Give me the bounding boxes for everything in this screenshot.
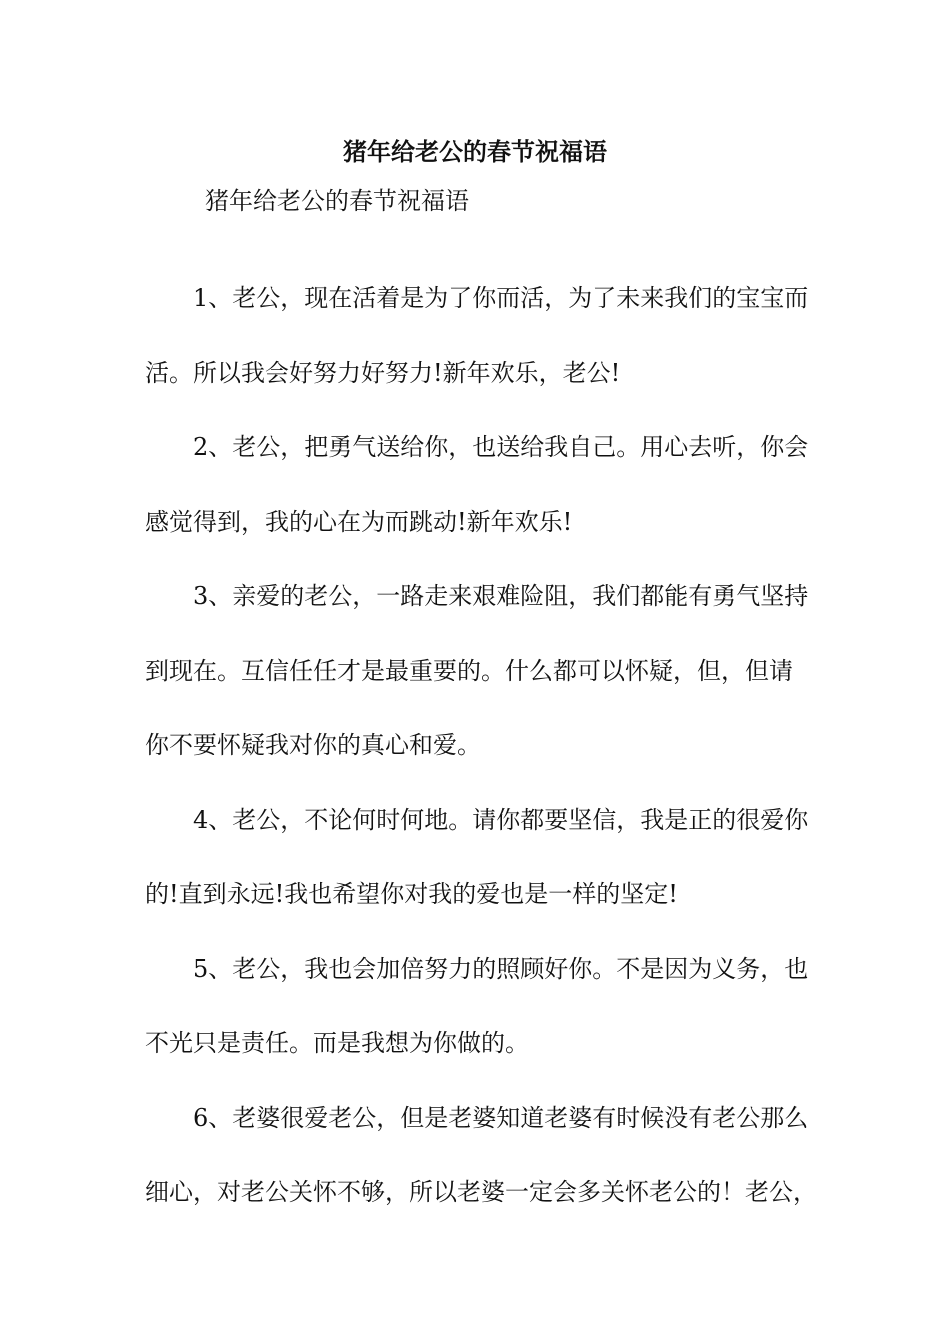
text-line: 活。所以我会好努力好努力!新年欢乐，老公! <box>145 358 621 387</box>
text-line: 6、老婆很爱老公，但是老婆知道老婆有时候没有老公那么 <box>193 1103 809 1132</box>
text-lines <box>145 261 820 1230</box>
text-line: 3、亲爱的老公，一路走来艰难险阻，我们都能有勇气坚持 <box>193 582 809 610</box>
text-line: 你不要怀疑我对你的真心和爱。 <box>145 731 481 759</box>
document-body <box>145 180 820 1230</box>
text-line: 细心，对老公关怀不够，所以老婆一定会多关怀老公的！老公， <box>145 1178 817 1206</box>
text-line: 不光只是责任。而是我想为你做的。 <box>145 1029 529 1057</box>
text-line: 感觉得到，我的心在为而跳动!新年欢乐! <box>145 507 573 536</box>
document-title: 猪年给老公的春节祝福语 <box>343 137 607 166</box>
document-subtitle: 猪年给老公的春节祝福语 <box>205 187 469 215</box>
text-line: 1、老公，现在活着是为了你而活，为了未来我们的宝宝而 <box>193 284 809 312</box>
text-line: 4、老公，不论何时何地。请你都要坚信，我是正的很爱你 <box>193 805 809 834</box>
text-line: 5、老公，我也会加倍努力的照顾好你。不是因为义务，也 <box>193 954 809 983</box>
text-line: 2、老公，把勇气送给你，也送给我自己。用心去听，你会 <box>193 433 809 461</box>
spacer <box>145 222 820 261</box>
text-line: 到现在。互信任任才是最重要的。什么都可以怀疑，但，但请 <box>145 656 793 685</box>
text-line: 的!直到永远!我也希望你对我的爱也是一样的坚定! <box>145 880 678 908</box>
